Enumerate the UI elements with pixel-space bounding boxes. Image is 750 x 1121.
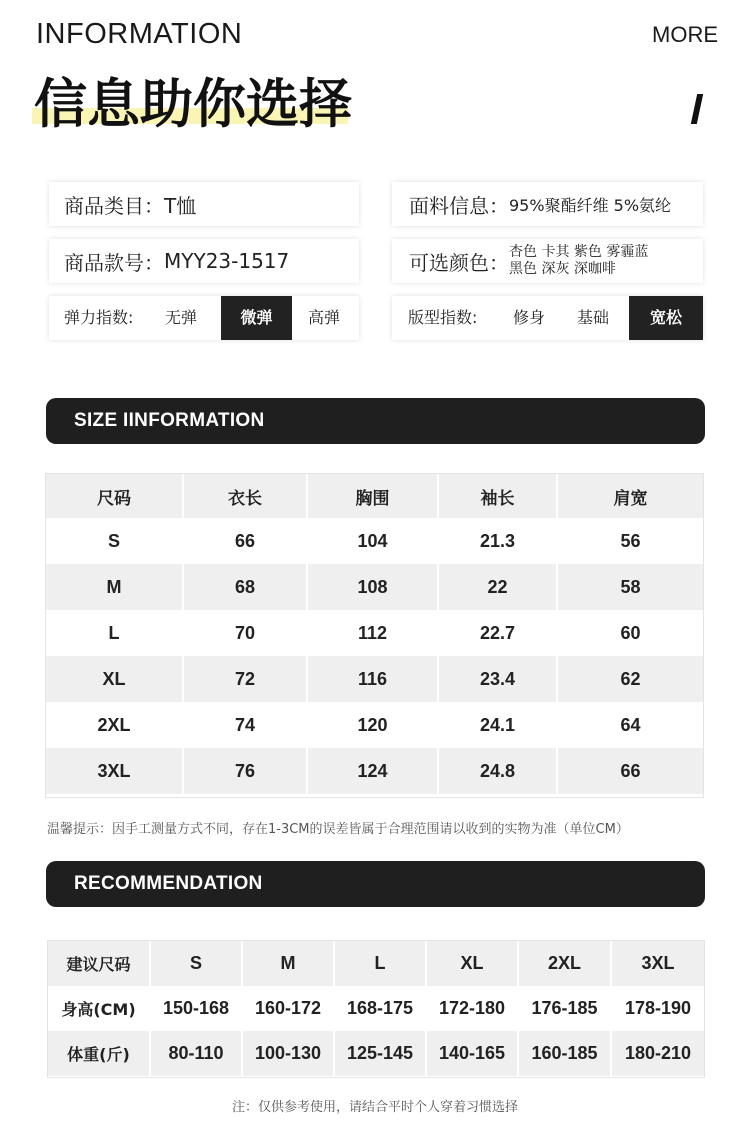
table-cell: 112 — [307, 610, 438, 656]
table-cell: S — [150, 941, 242, 986]
more-link[interactable]: MORE — [652, 22, 718, 47]
table-cell: 74 — [183, 702, 307, 748]
color-card — [392, 239, 703, 283]
table-cell: M — [46, 564, 183, 610]
table-cell: 80-110 — [150, 1031, 242, 1076]
size-col-header: 尺码 — [46, 474, 183, 518]
table-cell: 24.1 — [438, 702, 557, 748]
table-cell: XL — [426, 941, 518, 986]
recommendation-title: RECOMMENDATION — [74, 873, 263, 894]
table-cell: 60 — [557, 610, 703, 656]
table-cell: 176-185 — [518, 986, 611, 1031]
model-value: MYY23-1517 — [164, 249, 290, 273]
table-cell: 168-175 — [334, 986, 426, 1031]
shoulder-col-header: 肩宽 — [557, 474, 703, 518]
color-label: 可选颜色： — [409, 250, 509, 275]
table-row — [46, 656, 703, 702]
header-title-cn: 信息助你选择 — [34, 74, 352, 135]
table-cell: 100-130 — [242, 1031, 334, 1076]
fit-label: 版型指数: — [408, 308, 478, 327]
table-cell: 178-190 — [611, 986, 704, 1031]
elastic-option-none[interactable]: 无弹 — [164, 308, 197, 327]
rec-row-header: 体重(斤) — [48, 1031, 150, 1076]
rec-header-row — [48, 941, 704, 986]
length-col-header: 衣长 — [183, 474, 307, 518]
table-cell: 76 — [183, 748, 307, 794]
color-line-2: 黑色 深灰 深咖啡 — [509, 261, 616, 277]
elastic-option-high[interactable]: 高弹 — [307, 308, 340, 327]
table-cell: 172-180 — [426, 986, 518, 1031]
reference-note: 注：仅供参考使用，请结合平时个人穿着习惯选择 — [231, 1100, 518, 1115]
size-info-title: SIZE IINFORMATION — [74, 410, 265, 431]
size-table — [46, 474, 703, 794]
table-cell: 108 — [307, 564, 438, 610]
category-card — [49, 182, 359, 226]
table-cell: 64 — [557, 702, 703, 748]
table-cell: 3XL — [611, 941, 704, 986]
table-cell: 62 — [557, 656, 703, 702]
table-cell: 68 — [183, 564, 307, 610]
table-cell: 180-210 — [611, 1031, 704, 1076]
measurement-note: 温馨提示：因手工测量方式不同，存在1-3CM的误差皆属于合理范围请以收到的实物为准（单位CM） — [47, 822, 629, 837]
table-cell: 66 — [557, 748, 703, 794]
fit-option-loose[interactable]: 宽松 — [629, 296, 703, 340]
sleeve-col-header: 袖长 — [438, 474, 557, 518]
table-row — [46, 518, 703, 564]
table-cell: 22.7 — [438, 610, 557, 656]
fit-option-slim[interactable]: 修身 — [512, 308, 545, 327]
table-cell: L — [334, 941, 426, 986]
table-row — [46, 610, 703, 656]
chest-col-header: 胸围 — [307, 474, 438, 518]
table-cell: M — [242, 941, 334, 986]
fabric-card — [392, 182, 703, 226]
header-title-cn-block — [32, 60, 352, 135]
color-values — [509, 244, 648, 278]
rec-height-row — [48, 986, 704, 1031]
table-cell: 70 — [183, 610, 307, 656]
table-cell: 66 — [183, 518, 307, 564]
table-cell: 2XL — [46, 702, 183, 748]
table-cell: 2XL — [518, 941, 611, 986]
table-cell: 124 — [307, 748, 438, 794]
size-info-header-bar — [46, 398, 705, 444]
table-cell: 160-185 — [518, 1031, 611, 1076]
model-label: 商品款号： — [64, 250, 164, 275]
table-cell: 160-172 — [242, 986, 334, 1031]
category-value: T恤 — [164, 193, 197, 218]
table-cell: 125-145 — [334, 1031, 426, 1076]
table-cell: 23.4 — [438, 656, 557, 702]
table-row — [46, 748, 703, 794]
rec-weight-row — [48, 1031, 704, 1076]
table-cell: 120 — [307, 702, 438, 748]
rec-row-header: 身高(CM) — [48, 986, 150, 1031]
table-cell: 22 — [438, 564, 557, 610]
color-line-1: 杏色 卡其 紫色 雾霾蓝 — [509, 244, 649, 260]
table-cell: 56 — [557, 518, 703, 564]
elastic-label: 弹力指数: — [64, 308, 134, 327]
table-row — [46, 564, 703, 610]
elastic-option-slight[interactable]: 微弹 — [221, 296, 292, 340]
table-cell: 3XL — [46, 748, 183, 794]
fit-option-regular[interactable]: 基础 — [576, 308, 609, 327]
elastic-index-card — [49, 296, 359, 340]
table-cell: 58 — [557, 564, 703, 610]
table-cell: 21.3 — [438, 518, 557, 564]
fabric-label: 面料信息： — [409, 193, 509, 218]
table-cell: 150-168 — [150, 986, 242, 1031]
table-row — [46, 702, 703, 748]
size-table-header-row — [46, 474, 703, 518]
table-cell: 140-165 — [426, 1031, 518, 1076]
category-label: 商品类目： — [64, 193, 164, 218]
table-cell: 116 — [307, 656, 438, 702]
recommendation-table — [48, 941, 704, 1076]
table-cell: 104 — [307, 518, 438, 564]
table-cell: XL — [46, 656, 183, 702]
table-cell: L — [46, 610, 183, 656]
fit-index-card — [392, 296, 703, 340]
slash-decoration — [691, 94, 703, 124]
recommendation-header-bar — [46, 861, 705, 907]
table-cell: 72 — [183, 656, 307, 702]
model-card — [49, 239, 359, 283]
table-cell: S — [46, 518, 183, 564]
rec-row-header: 建议尺码 — [48, 941, 150, 986]
table-cell: 24.8 — [438, 748, 557, 794]
header-title-en: INFORMATION — [36, 18, 243, 50]
fabric-value: 95%聚酯纤维 5%氨纶 — [509, 195, 672, 215]
